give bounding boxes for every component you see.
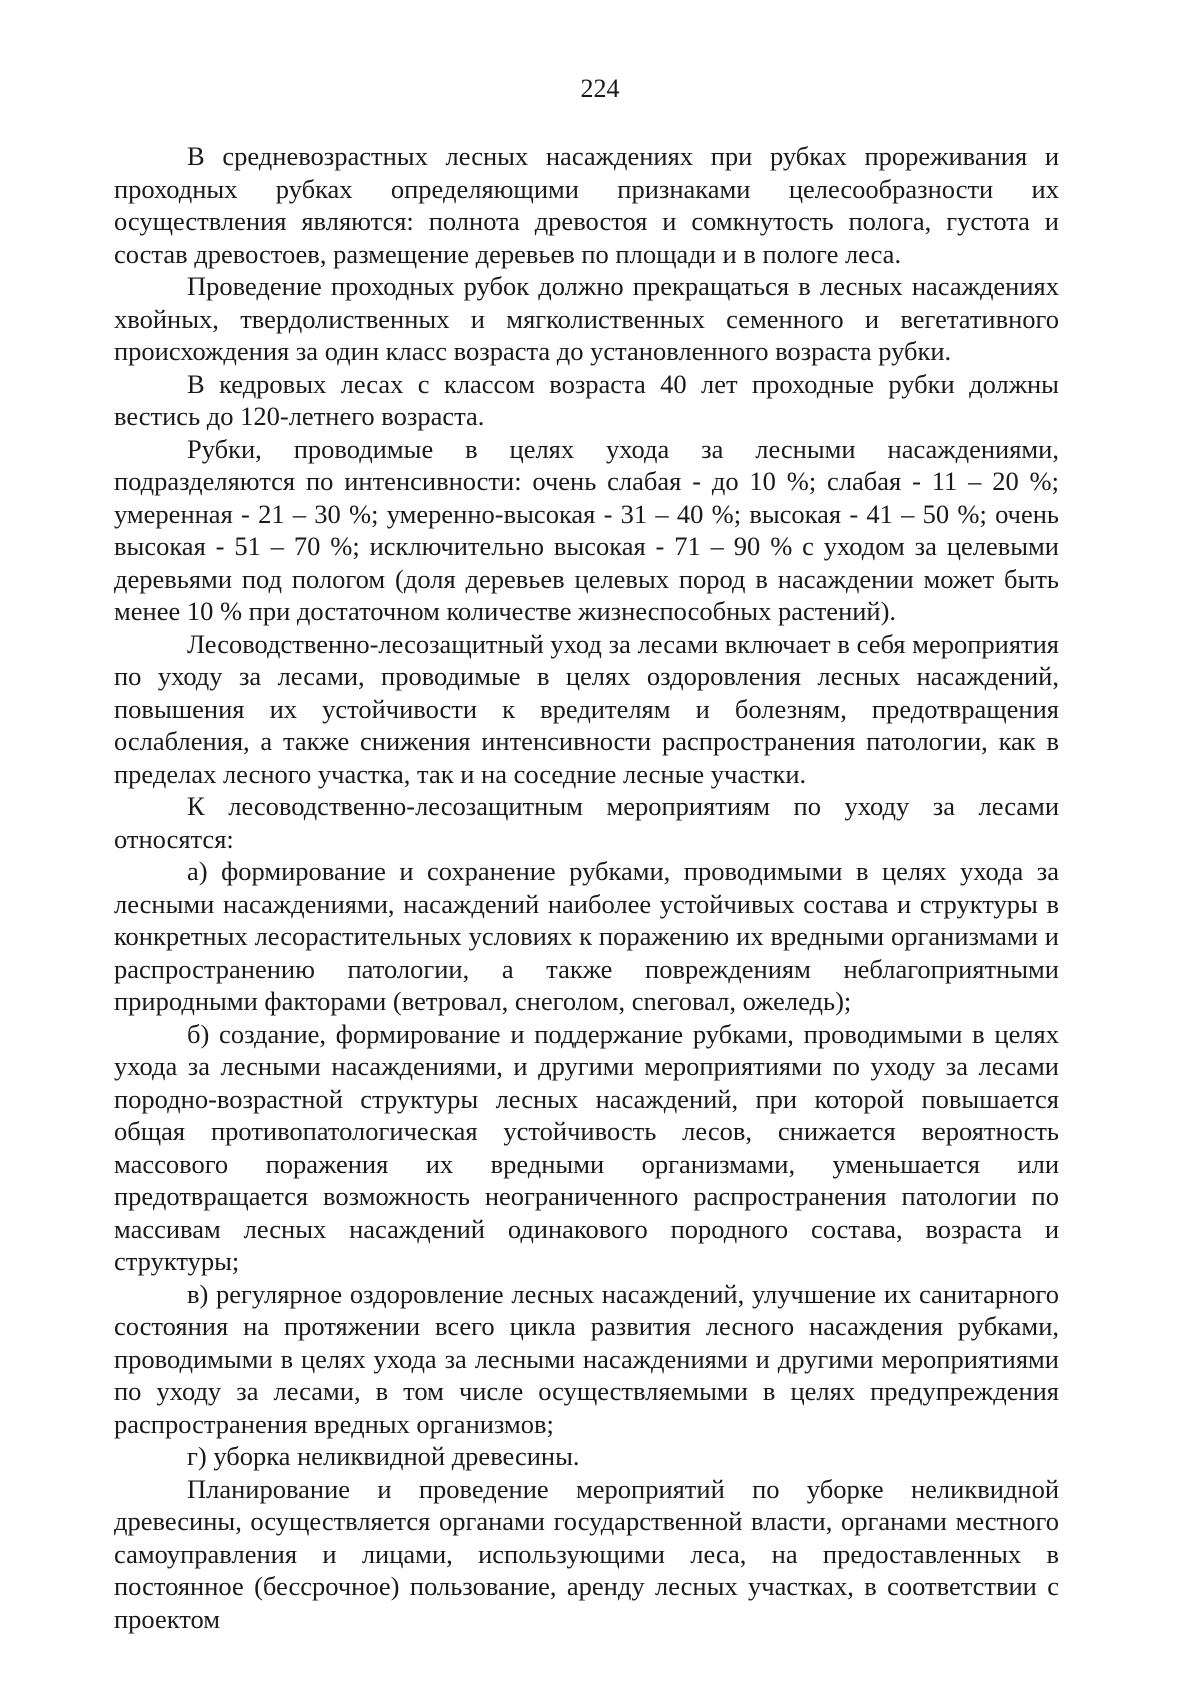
paragraph: Планирование и проведение мероприятий по уборке неликвидной древесины, осуществляется органами государственной власти, органами местного самоуправления и лицами, использующими леса, на предоставленных в постоянное (бессрочное) пользование, аренду лесных участках, в соответствии с проектом [114,1473,1059,1634]
list-item: а) формирование и сохранение рубками, проводимыми в целях ухода за лесными насаждениями, насаждений наиболее устойчивых состава и структуры в конкретных лесорастительных условиях к поражению их вредными организмами и распространению патологии, а также повреждениям неблагоприятными природными факторами (ветровал, снеголом, сneговал, ожеледь); [114,856,1059,1016]
paragraph: В кедровых лесах с классом возраста 40 лет проходные рубки должны вестись до 120-летнего возраста. [114,368,1059,431]
paragraph: В средневозрастных лесных насаждениях при рубках прореживания и проходных рубках определяющими признаками целесообразности их осуществления являются: полнота древостоя и сомкнутость полога, густота и состав древостоев, размещение деревьев по площади и в пологе леса. [114,141,1059,269]
list-item: в) регулярное оздоровление лесных насаждений, улучшение их санитарного состояния на протяжении всего цикла развития лесного насаждения рубками, проводимыми в целях ухода за лесными насаждениями и другими мероприятиями по уходу за лесами, в том числе осуществляемыми в целях предупреждения распространения вредных организмов; [114,1278,1059,1439]
paragraph: К лесоводственно-лесозащитным мероприятиям по уходу за лесами относятся: [114,791,1059,854]
list-item: г) уборка неликвидной древесины. [187,1441,580,1471]
paragraph: Рубки, проводимые в целях ухода за лесными насаждениями, подразделяются по интенсивности: очень слабая - до 10 %; слабая - 11 – 20 %; умеренная - 21 – 30 %; умеренно-высокая - 31 – 40 %; высокая - 41 – 50 %; очень высокая - 51 – 70 %; исключительно высокая - 71 – 90 % с уходом за целевыми деревьями под пологом (доля деревьев целевых пород в насаждении может быть менее 10 % при достаточном количестве жизнеспособных растений). [114,433,1059,626]
page-number: 224 [580,74,620,103]
document-body [114,140,1059,1635]
paragraph: Проведение проходных рубок должно прекращаться в лесных насаждениях хвойных, твердолиственных и мягколиственных семенного и вегетативного происхождения за один класс возраста до установленного возраста рубки. [114,271,1059,366]
paragraph: Лесоводственно-лесозащитный уход за лесами включает в себя мероприятия по уходу за лесами, проводимые в целях оздоровления лесных насаждений, повышения их устойчивости к вредителям и болезням, предотвращения ослабления, а также снижения интенсивности распространения патологии, как в пределах лесного участка, так и на соседние лесные участки. [114,628,1059,789]
list-item: б) создание, формирование и поддержание рубками, проводимыми в целях ухода за лесными насаждениями, и другими мероприятиями по уходу за лесами породно-возрастной структуры лесных насаждений, при которой повышается общая противопатологическая устойчивость лесов, снижается вероятность массового поражения их вредными организмами, уменьшается или предотвращается возможность неограниченного распространения патологии по массивам лесных насаждений одинакового породного состава, возраста и структуры; [114,1018,1059,1276]
